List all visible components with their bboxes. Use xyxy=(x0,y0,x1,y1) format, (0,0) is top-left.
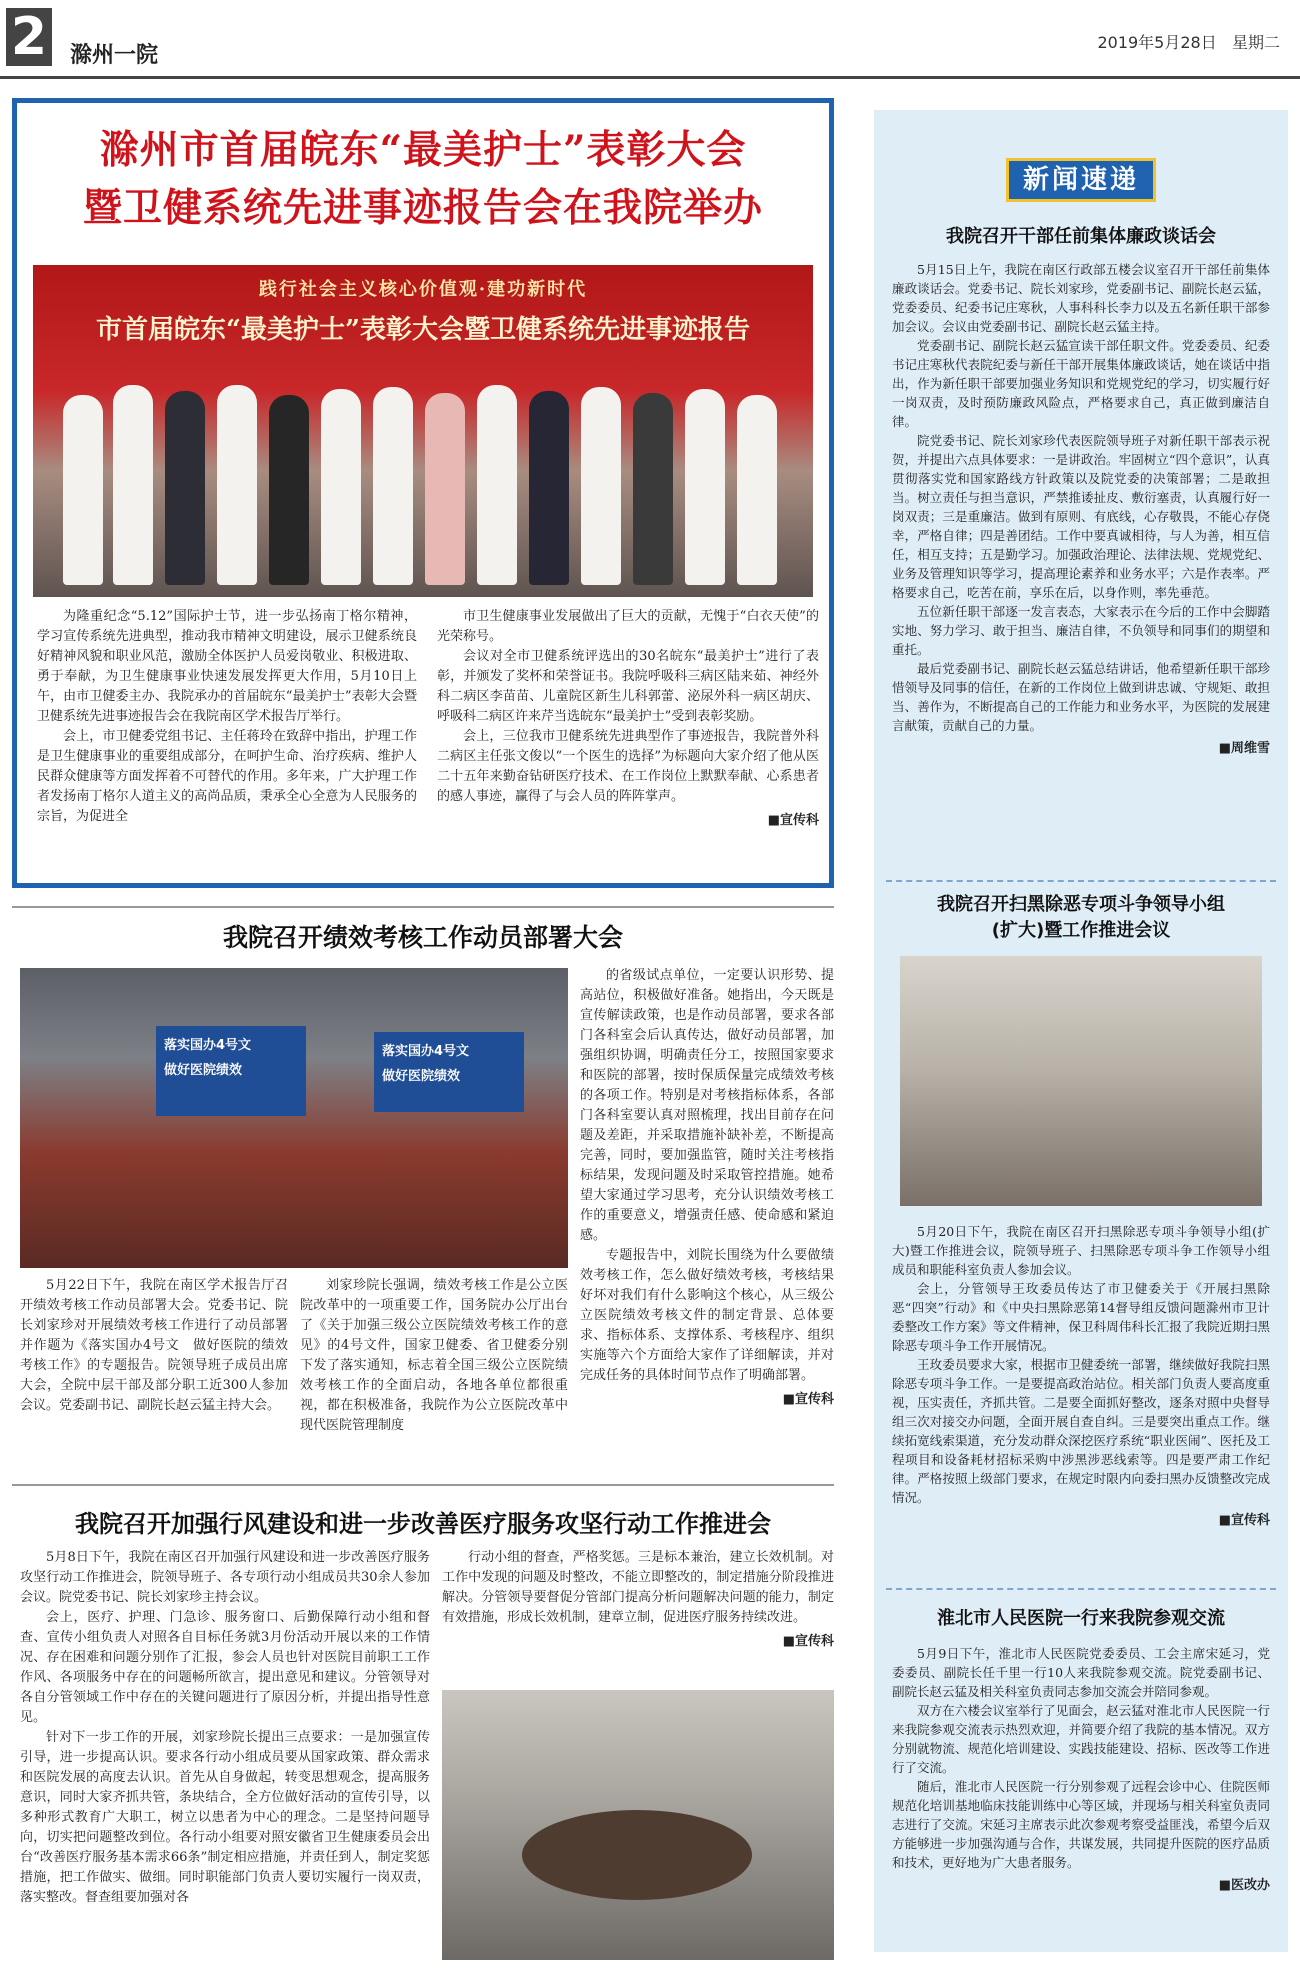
projector-screen-right: 落实国办4号文 做好医院绩效 xyxy=(374,1032,524,1112)
award-ceremony-photo xyxy=(33,265,813,597)
photo-banner-line-1: 践行社会主义核心价值观·建功新时代 xyxy=(258,279,588,300)
divider xyxy=(886,1588,1276,1590)
perf-column-right: 的省级试点单位，一定要认识形势、提高站位，积极做好准备。她指出，今天既是宣传解读政策，也是作动员部署，要求各部门各科室会后认真传达，做好动员部署，加强组织协调，明确责任分工，按照国家要求和医院的部署，按时保质保量完成绩效考核的各项工作。特别是对考核指标体系，各部门各科室要认真对照梳理，找出目前存在问题及差距，并采取措施补缺补差，不断提高完善，同时，要加强监管，随时关注考核指标结果，发现问题及时采取管控措施。她希望大家通过学习思考，充分认识绩效考核工作的重要意义，增强责任感、使命感和紧迫感。 专题报告中，刘院长围绕为什么要做绩效考核工作，怎么做好绩效考核，考核结果好坏对我们有什么影响这个核心，从三级公立医院绩效考核文件的制定背景、总体要求、指标体系、支撑体系、考核程序、组织实施等六个方面给大家作了详细解读，并对完成任务的具体时间节点作了明确部署。 ■宣传科 xyxy=(580,968,834,1407)
feature-article xyxy=(12,98,834,888)
photo-banner-line-2: 市首届皖东“最美护士”表彰大会暨卫健系统先进事迹报告 xyxy=(96,315,750,345)
news1-body: 5月15日上午，我院在南区行政部五楼会议室召开干部任前集体廉政谈话会。党委书记、院长刘家珍，党委副书记、副院长赵云猛，党委委员、纪委书记庄寒秋，人事科科长李力以及五名新任职干部参加会议。会议由党委副书记、副院长赵云猛主持。 党委副书记、副院长赵云猛宣读干部任职文件。党委委员、纪委书记庄寒秋代表院纪委与新任干部开展集体廉政谈话，她在谈话中指出，作为新任职干部要加强业务知识和党规党纪的学习，切实履行好一岗双责，及时预防廉政风险点，严格要求自己，真正做到廉洁自律。 院党委书记、院长刘家珍代表医院领导班子对新任职干部表示祝贺，并提出六点具体要求：一是讲政治。牢固树立“四个意识”，认真贯彻落实党和国家路线方针政策以及院党委的决策部署；二是敢担当。树立责任与担当意识，严禁推诿扯皮、敷衍塞责，认真履行好一岗双责；三是重廉洁。做到有原则、有底线，心存敬畏，不能心存侥幸，严格自律；四是善团结。工作中要真诚相待，与人为善，相互信任，相互支持；五是勤学习。加强政治理论、法律法规、党规党纪、业务及管理知识等学习，提高理论素养和业务水平；六是作表率。严格要求自己，吃苦在前，享乐在后，以身作则，率先垂范。 五位新任职干部逐一发言表态，大家表示在今后的工作中会脚踏实地、努力学习、敢于担当、廉洁自律，不负领导和同事们的期望和重托。 最后党委副书记、副院长赵云猛总结讲话，他希望新任职干部珍惜领导及同事的信任，在新的工作岗位上做到讲忠诚、守规矩、敢担当、善作为，不断提高自己的工作能力和业务水平，为医院的发展建言献策，贡献自己的力量。 ■周维雪 xyxy=(892,262,1270,756)
style-column-2: 行动小组的督查，严格奖惩。三是标本兼治，建立长效机制。对工作中发现的问题及时整改，不能立即整改的，制定措施分阶段推进解决。分管领导要督促分管部门提高分析问题解决问题的能力，制定有效措施，形成长效机制，建章立制，促进医疗服务持续改进。 ■宣传科 xyxy=(442,1550,834,1649)
perf-column-1: 5月22日下午，我院在南区学术报告厅召开绩效考核工作动员部署大会。党委书记、院长刘家珍对开展绩效考核工作进行了动员部署并作题为《落实国办4号文 做好医院的绩效考核工作》的专题报告。院领导班子成员出席大会，全院中层干部及部分职工近300人参加会议。党委副书记、副院长赵云猛主持大会。 xyxy=(20,1278,288,1413)
divider xyxy=(886,880,1276,882)
divider xyxy=(12,1484,834,1486)
style-credit: ■宣传科 xyxy=(782,1634,834,1649)
news2-body: 5月20日下午，我院在南区召开扫黑除恶专项斗争领导小组(扩大)暨工作推进会议，院领导班子、扫黑除恶专项斗争工作领导小组成员和职能科室负责人参加会议。 会上，分管领导王玫委员传达了市卫健委关于《开展扫黑除恶“四突”行动》和《中央扫黑除恶第14督导组反馈问题滁州市卫计委整改工作方案》等文件精神，保卫科周伟科长汇报了我院近期扫黑除恶专项斗争工作开展情况。 王玫委员要求大家，根据市卫健委统一部署，继续做好我院扫黑除恶专项斗争工作。一是要提高政治站位。相关部门负责人要高度重视，压实责任，齐抓共管。二是要全面抓好整改，逐条对照中央督导组三次对接交办问题，全面开展自查自纠。三是要突出重点工作。继续拓宽线索渠道，充分发动群众深挖医疗系统“职业医闹”、医托及工程项目和设备耗材招标采购中涉黑涉恶线索等。四是要严肃工作纪律。严格按照上级部门要求，在规定时限内向委扫黑办反馈整改完成情况。 ■宣传科 xyxy=(892,1224,1270,1528)
news1-headline: 我院召开干部任前集体廉政谈话会 xyxy=(946,226,1216,247)
feature-column-1: 为隆重纪念“5.12”国际护士节，进一步弘扬南丁格尔精神，学习宣传系统先进典型，推动我市精神文明建设，展示卫健系统良好精神风貌和职业风范，激励全体医护人员爱岗敬业、积极进取、勇于奉献，为卫生健康事业快速发展发挥更大作用，5月10日上午，由市卫健委主办、我院承办的首届皖东“最美护士”表彰大会暨卫健系统先进事迹报告会在我院南区学术报告厅举行。 会上，市卫健委党组书记、主任蒋玲在致辞中指出，护理工作是卫生健康事业的重要组成部分，在呵护生命、治疗疾病、维护人民群众健康等方面发挥着不可替代的作用。多年来，广大护理工作者发扬南丁格尔人道主义的高尚品质，秉承全心全意为人民服务的宗旨，为促进全 xyxy=(37,609,417,824)
news3-credit: ■医改办 xyxy=(1218,1878,1270,1893)
perf-credit: ■宣传科 xyxy=(782,1392,834,1407)
meeting-hall-photo xyxy=(20,968,568,1268)
masthead xyxy=(0,0,1300,79)
news2-credit: ■宣传科 xyxy=(1218,1513,1270,1528)
news3-body: 5月9日下午，淮北市人民医院党委委员、工会主席宋延习，党委委员、副院长任千里一行10人来我院参观交流。院党委副书记、副院长赵云猛及相关科室负责同志参加交流会并陪同参观。 双方在六楼会议室举行了见面会，赵云猛对淮北市人民医院一行来我院参观交流表示热烈欢迎，并简要介绍了我院的基本情况。双方分别就物流、规范化培训建设、实践技能建设、招标、医改等工作进行了交流。 随后，淮北市人民医院一行分别参观了远程会诊中心、住院医师规范化培训基地临床技能训练中心等区域，并现场与相关科室负责同志进行了交流。宋延习主席表示此次参观考察受益匪浅，希望今后双方能够进一步加强沟通与合作，共谋发展，共同提升医院的医疗品质和技术，更好地为广大患者服务。 ■医改办 xyxy=(892,1646,1270,1893)
perf-column-2: 刘家珍院长强调，绩效考核工作是公立医院改革中的一项重要工作，国务院办公厅出台了《关于加强三级公立医院绩效考核工作的意见》的4号文件，国家卫健委、省卫健委分别下发了落实通知，标志着全国三级公立医院绩效考核工作的全面启动，各地各单位都很重视，都在积极准备，我院作为公立医院改革中现代医院管理制度 xyxy=(300,1278,568,1433)
divider xyxy=(12,906,834,908)
conference-room-photo xyxy=(442,1690,834,1960)
masthead-title: 滁州一院 xyxy=(70,43,159,68)
news2-headline-1: 我院召开扫黑除恶专项斗争领导小组 xyxy=(937,894,1225,915)
perf-headline: 我院召开绩效考核工作动员部署大会 xyxy=(222,923,623,952)
conference-table xyxy=(522,1810,752,1900)
issue-date: 2019年5月28日 xyxy=(1097,33,1217,52)
news3-headline: 淮北市人民医院一行来我院参观交流 xyxy=(937,1608,1225,1629)
news-digest-badge: 新闻速递 xyxy=(1006,158,1156,202)
issue-weekday: 星期二 xyxy=(1231,33,1280,52)
news-sidebar xyxy=(874,110,1288,1952)
news2-headline-2: (扩大)暨工作推进会议 xyxy=(991,920,1171,941)
news1-credit: ■周维雪 xyxy=(1218,741,1270,756)
feature-column-2: 市卫生健康事业发展做出了巨大的贡献，无愧于“白衣天使”的光荣称号。 会议对全市卫健系统评选出的30名皖东“最美护士”进行了表彰，并颁发了奖杯和荣誉证书。我院呼吸科三病区陆来茹、神经外科二病区李苗苗、儿童院区新生儿科郭蕾、泌尿外科一病区胡庆、呼吸科二病区许来芹当选皖东“最美护士”受到表彰奖励。 会上，三位我市卫健系统先进典型作了事迹报告，我院普外科二病区主任张文俊以“一个医生的选择”为标题向大家介绍了他从医二十五年来勤奋钻研医疗技术、在工作岗位上默默奉献、心系患者的感人事迹，赢得了与会人员的阵阵掌声。 ■宣传科 xyxy=(437,609,819,828)
style-headline: 我院召开加强行风建设和进一步改善医疗服务攻坚行动工作推进会 xyxy=(75,1510,771,1538)
honorees-group xyxy=(53,385,793,585)
masthead-date xyxy=(1097,30,1280,53)
feature-headline-2: 暨卫健系统先进事迹报告会在我院举办 xyxy=(82,185,763,231)
feature-headline-1: 滁州市首届皖东“最美护士”表彰大会 xyxy=(99,127,747,173)
feature-credit: ■宣传科 xyxy=(767,813,819,828)
meeting-photo xyxy=(900,956,1262,1206)
projector-screen-left: 落实国办4号文 做好医院绩效 xyxy=(156,1026,306,1116)
page-number: 2 xyxy=(6,8,52,66)
style-column-1: 5月8日下午，我院在南区召开加强行风建设和进一步改善医疗服务攻坚行动工作推进会，院领导班子、各专项行动小组成员共30余人参加会议。院党委书记、院长刘家珍主持会议。 会上，医疗、护理、门急诊、服务窗口、后勤保障行动小组和督查、宣传小组负责人对照各自目标任务就3月份活动开展以来的工作情况、存在困难和问题分别作了汇报，参会人员也针对医院目前职工工作作风、各项服务中存在的问题畅所欲言，提出意见和建议。分管领导对各自分管领域工作中存在的关键问题进行了原因分析，并提出指导性意见。 针对下一步工作的开展，刘家珍院长提出三点要求：一是加强宣传引导，进一步提高认识。要求各行动小组成员要从国家政策、群众需求和医院发展的高度去认识。首先从自身做起，转变思想观念，提高服务意识，同时大家齐抓共管，条块结合，全方位做好活动的宣传引导，以多种形式教育广大职工，树立以患者为中心的理念。二是坚持问题导向，切实把问题整改到位。各行动小组要对照安徽省卫生健康委员会出台“改善医疗服务基本需求66条”制定相应措施，并责任到人，制定奖惩措施，把工作做实、做细。同时职能部门负责人要切实履行一岗双责，落实整改。督查组要加强对各 xyxy=(20,1550,430,1905)
